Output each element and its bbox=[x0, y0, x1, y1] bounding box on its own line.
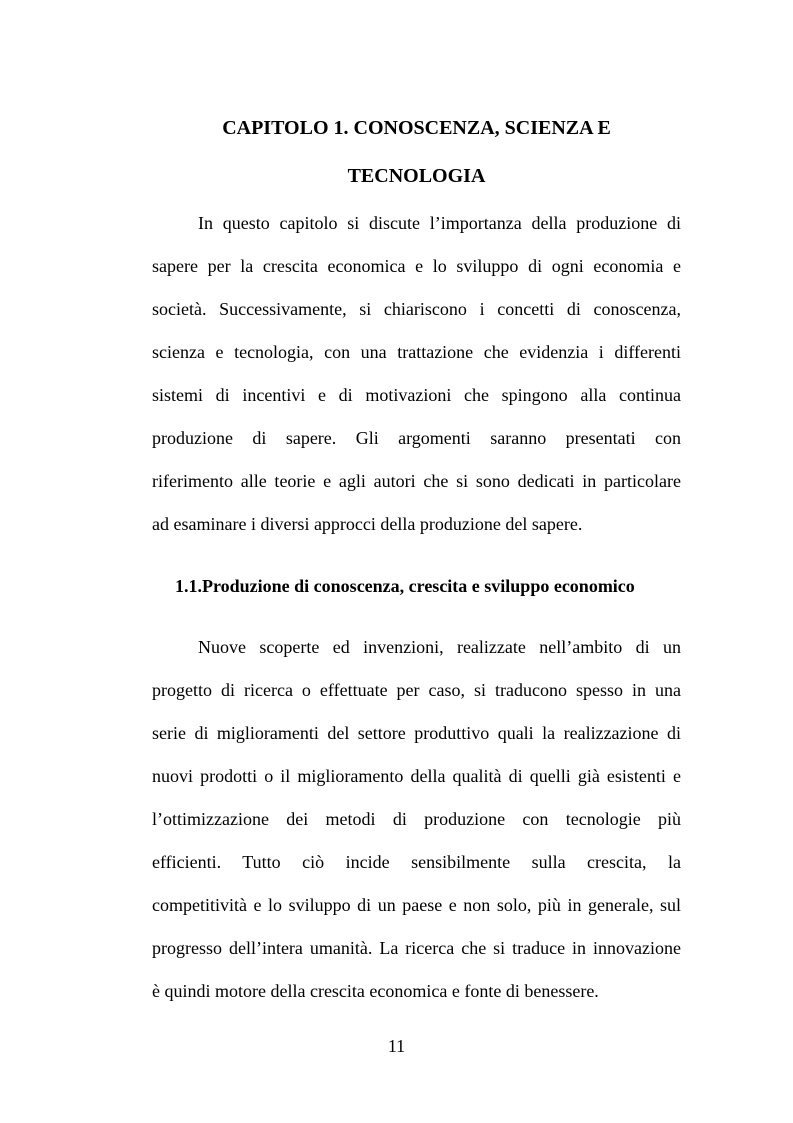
paragraph-line: efficienti. Tutto ciò incide sensibilmente sulla crescita, la bbox=[152, 852, 681, 872]
chapter-title-line-1: CAPITOLO 1. CONOSCENZA, SCIENZA E bbox=[222, 117, 611, 139]
paragraph-line: nuovi prodotti o il miglioramento della qualità di quelli già esistenti e bbox=[152, 766, 681, 786]
chapter-title-line-2: TECNOLOGIA bbox=[347, 165, 486, 187]
paragraph-line: Nuove scoperte ed invenzioni, realizzate nell’ambito di un bbox=[198, 637, 681, 657]
paragraph-line: competitività e lo sviluppo di un paese e non solo, più in generale, sul bbox=[152, 895, 681, 915]
paragraph-line: scienza e tecnologia, con una trattazione che evidenzia i differenti bbox=[152, 342, 681, 362]
intro-paragraph bbox=[152, 202, 681, 546]
paragraph-line: serie di miglioramenti del settore produttivo quali la realizzazione di bbox=[152, 723, 681, 743]
paragraph-line: riferimento alle teorie e agli autori che si sono dedicati in particolare bbox=[152, 471, 681, 491]
paragraph-line: In questo capitolo si discute l’importanza della produzione di bbox=[198, 213, 681, 233]
section-title: 1.1.Produzione di conoscenza, crescita e sviluppo economico bbox=[175, 576, 635, 596]
paragraph-line: sistemi di incentivi e di motivazioni che spingono alla continua bbox=[152, 385, 681, 405]
paragraph-line: ad esaminare i diversi approcci della produzione del sapere. bbox=[152, 514, 583, 534]
paragraph-line: l’ottimizzazione dei metodi di produzione con tecnologie più bbox=[152, 809, 681, 829]
paragraph-line: sapere per la crescita economica e lo sviluppo di ogni economia e bbox=[152, 256, 681, 276]
paragraph-line: progresso dell’intera umanità. La ricerca che si traduce in innovazione bbox=[152, 938, 681, 958]
paragraph-line: produzione di sapere. Gli argomenti saranno presentati con bbox=[152, 428, 681, 448]
paragraph-line: è quindi motore della crescita economica e fonte di benessere. bbox=[152, 981, 599, 1001]
paragraph-line: società. Successivamente, si chiariscono i concetti di conoscenza, bbox=[152, 299, 681, 319]
section-paragraph bbox=[152, 626, 681, 1013]
page-number: 11 bbox=[387, 1036, 406, 1056]
paragraph-line: progetto di ricerca o effettuate per caso, si traducono spesso in una bbox=[152, 680, 681, 700]
